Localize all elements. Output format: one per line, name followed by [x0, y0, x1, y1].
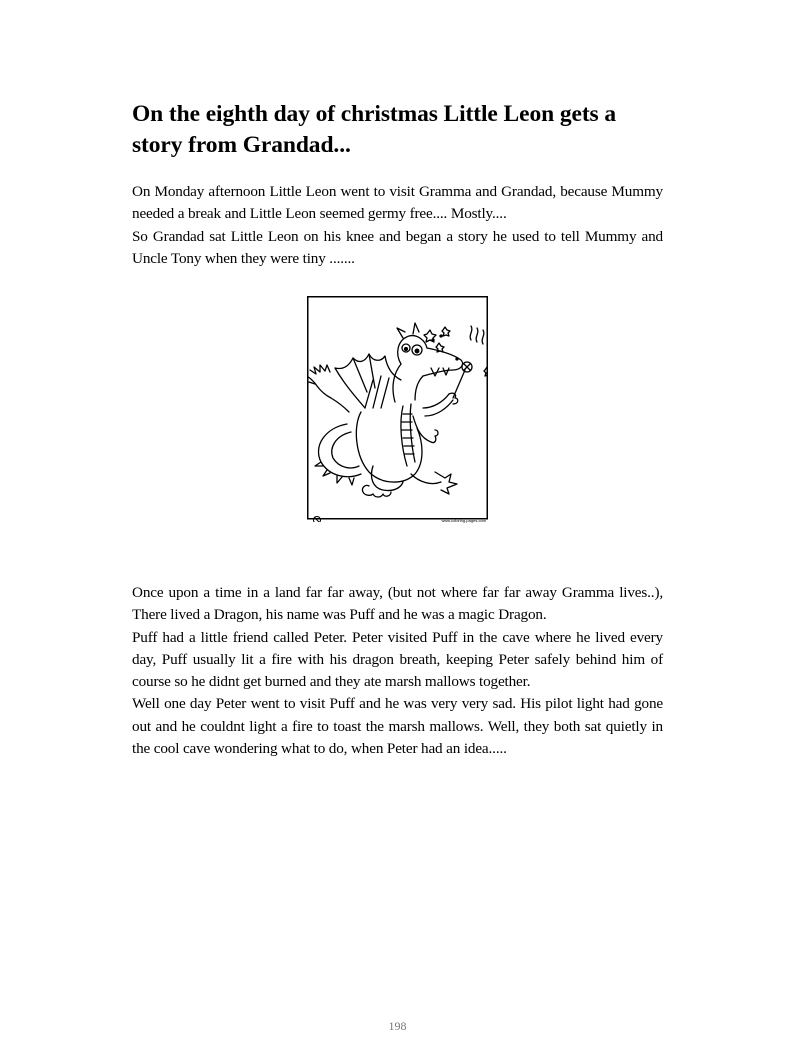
story-paragraph-3: Well one day Peter went to visit Puff and he was very very sad. His pilot light had gone out and he couldnt light a fire to toast the marsh mallows. Well, they both sat quietly in the cool cave wondering what to do, when Peter had an idea.....	[132, 695, 663, 758]
intro-text	[132, 181, 663, 270]
story-paragraph-2: Puff had a little friend called Peter. Peter visited Puff in the cave where he lived every day, Puff usually lit a fire with his dragon breath, keeping Peter safely behind him of course so he didnt get burned and they ate marsh mallows together.	[132, 628, 663, 691]
illustration-credit: www.coloring-pages.com	[441, 518, 486, 523]
story-text	[132, 582, 663, 760]
page-number: 198	[388, 1019, 407, 1033]
intro-paragraph-1: On Monday afternoon Little Leon went to visit Gramma and Grandad, because Mummy needed a break and Little Leon seemed germy free.... Mostly....	[132, 183, 663, 223]
page-title: On the eighth day of christmas Little Leon gets a story from Grandad...	[132, 101, 617, 158]
dragon-illustration	[307, 296, 488, 522]
intro-paragraph-2: So Grandad sat Little Leon on his knee and began a story he used to tell Mummy and Uncle Tony when they were tiny .......	[132, 227, 663, 267]
story-paragraph-1: Once upon a time in a land far far away, (but not where far far away Gramma lives..), There lived a Dragon, his name was Puff and he was a magic Dragon.	[132, 584, 663, 624]
